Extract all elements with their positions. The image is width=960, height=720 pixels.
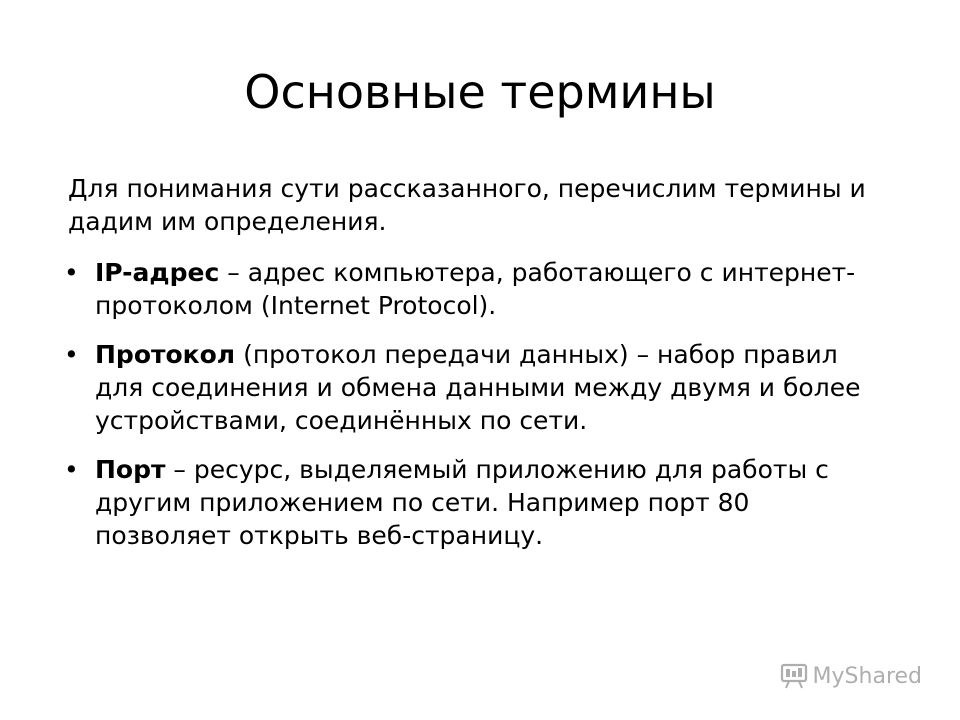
slide-title: Основные термины bbox=[244, 65, 716, 119]
list-item-port bbox=[64, 453, 888, 552]
slide-body bbox=[64, 172, 888, 568]
term-label: Протокол bbox=[95, 340, 236, 369]
term-definition: – ресурс, выделяемый приложению для работы с другим приложением по сети. Например порт 80 позволяет открыть веб-страницу. bbox=[95, 455, 829, 550]
intro-paragraph: Для понимания сути рассказанного, перечислим термины и дадим им определения. bbox=[68, 174, 866, 236]
bullet-icon: • bbox=[64, 340, 79, 369]
list-item-protocol bbox=[64, 338, 888, 437]
terms-list bbox=[64, 256, 888, 552]
list-item-ip-address bbox=[64, 256, 888, 322]
bullet-icon: • bbox=[64, 258, 79, 287]
watermark-text: MyShared bbox=[812, 663, 922, 689]
term-definition: – адрес компьютера, работающего с интернет-протоколом (Internet Protocol). bbox=[95, 258, 856, 320]
term-label: IP-адрес bbox=[95, 258, 220, 287]
bullet-icon: • bbox=[64, 455, 79, 484]
presentation-board-icon bbox=[779, 662, 809, 690]
term-label: Порт bbox=[95, 455, 166, 484]
watermark bbox=[779, 662, 922, 690]
term-definition: (протокол передачи данных) – набор правил для соединения и обмена данными между двумя и более устройствами, соединённых по сети. bbox=[95, 340, 861, 435]
